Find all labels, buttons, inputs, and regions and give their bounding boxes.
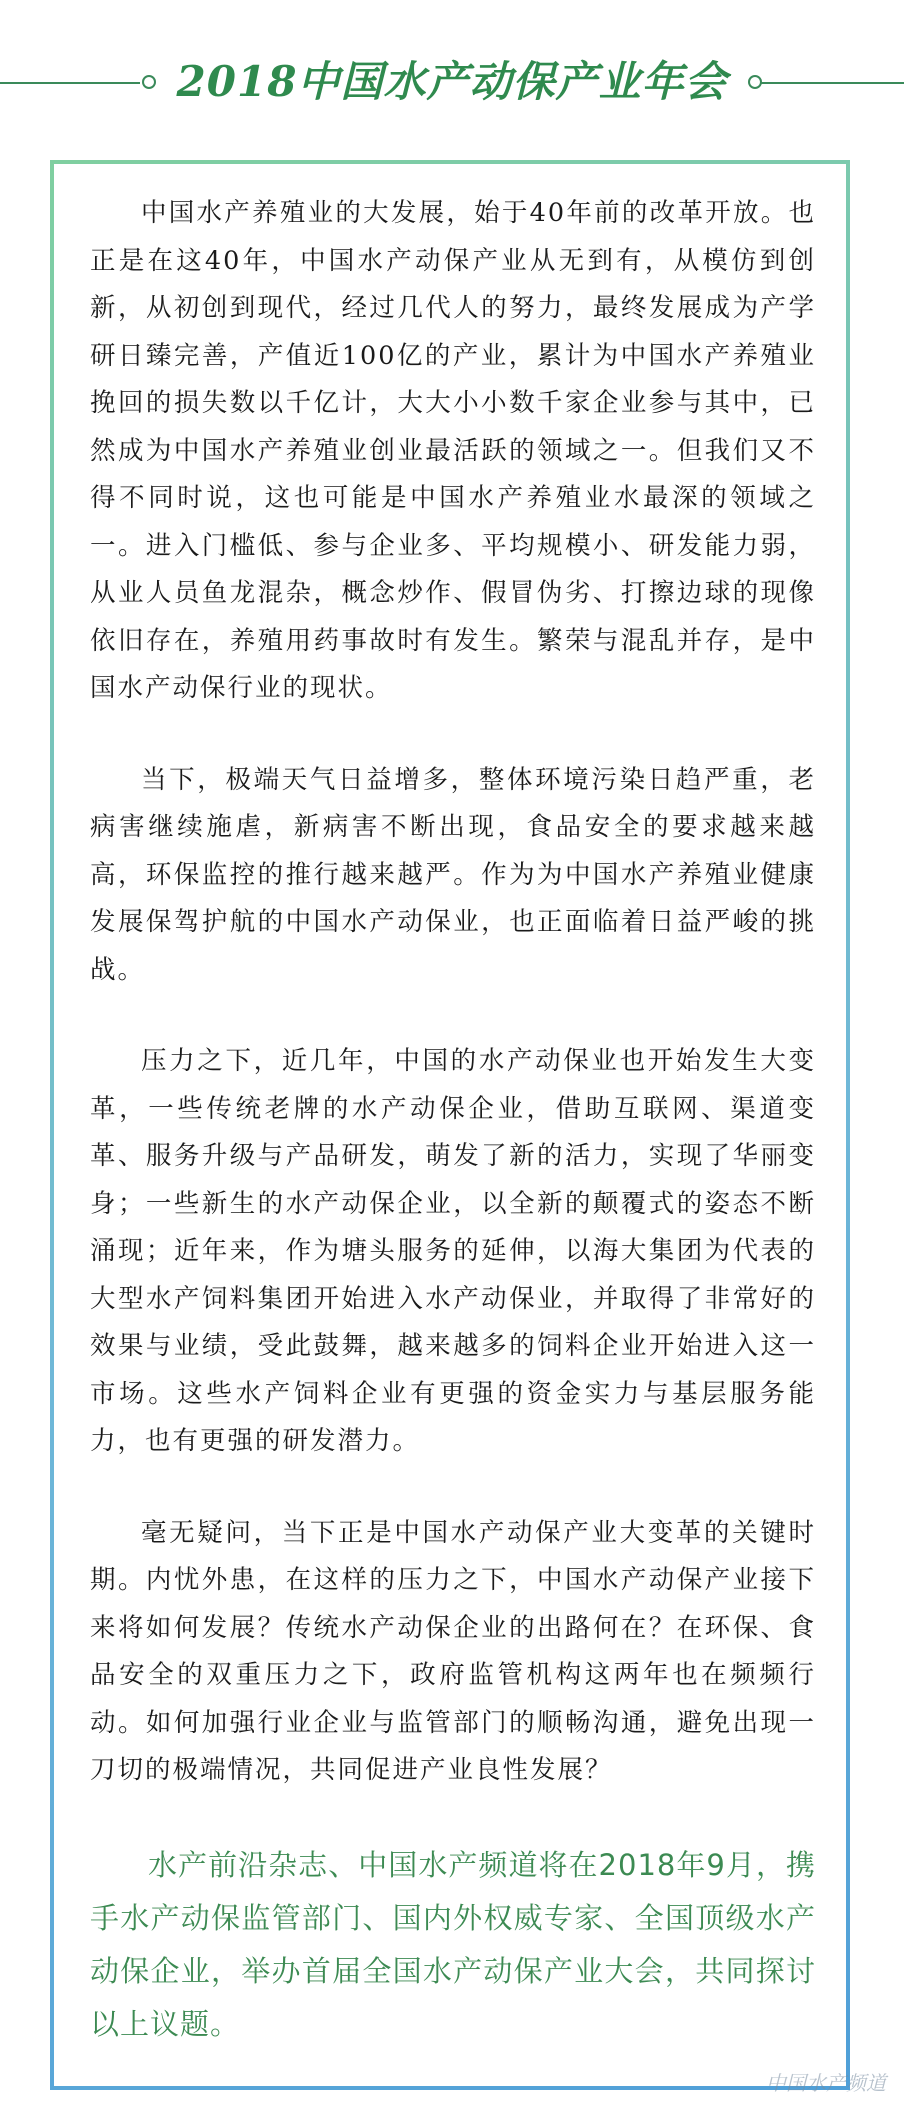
paragraph: 当下，极端天气日益增多，整体环境污染日趋严重，老病害继续施虐，新病害不断出现，食品安全的要求越来越高，环保监控的推行越来越严。作为为中国水产养殖业健康发展保驾护航的中国水产动保业，也正面临着日益严峻的挑战。: [90, 764, 816, 985]
paragraph: 毫无疑问，当下正是中国水产动保产业大变革的关键时期。内忧外患，在这样的压力之下，中国水产动保产业接下来将如何发展？传统水产动保企业的出路何在？在环保、食品安全的双重压力之下，政府监管机构这两年也在频频行动。如何加强行业企业与监管部门的顺畅沟通，避免出现一刀切的极端情况，共同促进产业良性发展？: [90, 1517, 816, 1785]
article-body: [90, 190, 816, 2095]
header-dot-left: [142, 75, 156, 89]
watermark: 中国水产频道: [766, 2071, 886, 2095]
page-title: 2018中国水产动保产业年会: [176, 57, 728, 106]
paragraph: 压力之下，近几年，中国的水产动保业也开始发生大变革，一些传统老牌的水产动保企业，借助互联网、渠道变革、服务升级与产品研发，萌发了新的活力，实现了华丽变身；一些新生的水产动保企业，以全新的颠覆式的姿态不断涌现；近年来，作为塘头服务的延伸，以海大集团为代表的大型水产饲料集团开始进入水产动保业，并取得了非常好的效果与业绩，受此鼓舞，越来越多的饲料企业开始进入这一市场。这些水产饲料企业有更强的资金实力与基层服务能力，也有更强的研发潜力。: [90, 1046, 816, 1456]
paragraph: 中国水产养殖业的大发展，始于40年前的改革开放。也正是在这40年，中国水产动保产业从无到有，从模仿到创新，从初创到现代，经过几代人的努力，最终发展成为产学研日臻完善，产值近100亿的产业，累计为中国水产养殖业挽回的损失数以千亿计，大大小小数千家企业参与其中，已然成为中国水产养殖业创业最活跃的领域之一。但我们又不得不同时说，这也可能是中国水产养殖业水最深的领域之一。进入门槛低、参与企业多、平均规模小、研发能力弱，从业人员鱼龙混杂，概念炒作、假冒伪劣、打擦边球的现像依旧存在，养殖用药事故时有发生。繁荣与混乱并存，是中国水产动保行业的现状。: [90, 198, 816, 703]
announcement-paragraph: 水产前沿杂志、中国水产频道将在2018年9月，携手水产动保监管部门、国内外权威专家、全国顶级水产动保企业，举办首届全国水产动保产业大会，共同探讨以上议题。: [90, 1847, 816, 2041]
page-header: [0, 40, 904, 120]
header-rule-right: [760, 82, 904, 84]
header-rule-left: [0, 82, 140, 84]
